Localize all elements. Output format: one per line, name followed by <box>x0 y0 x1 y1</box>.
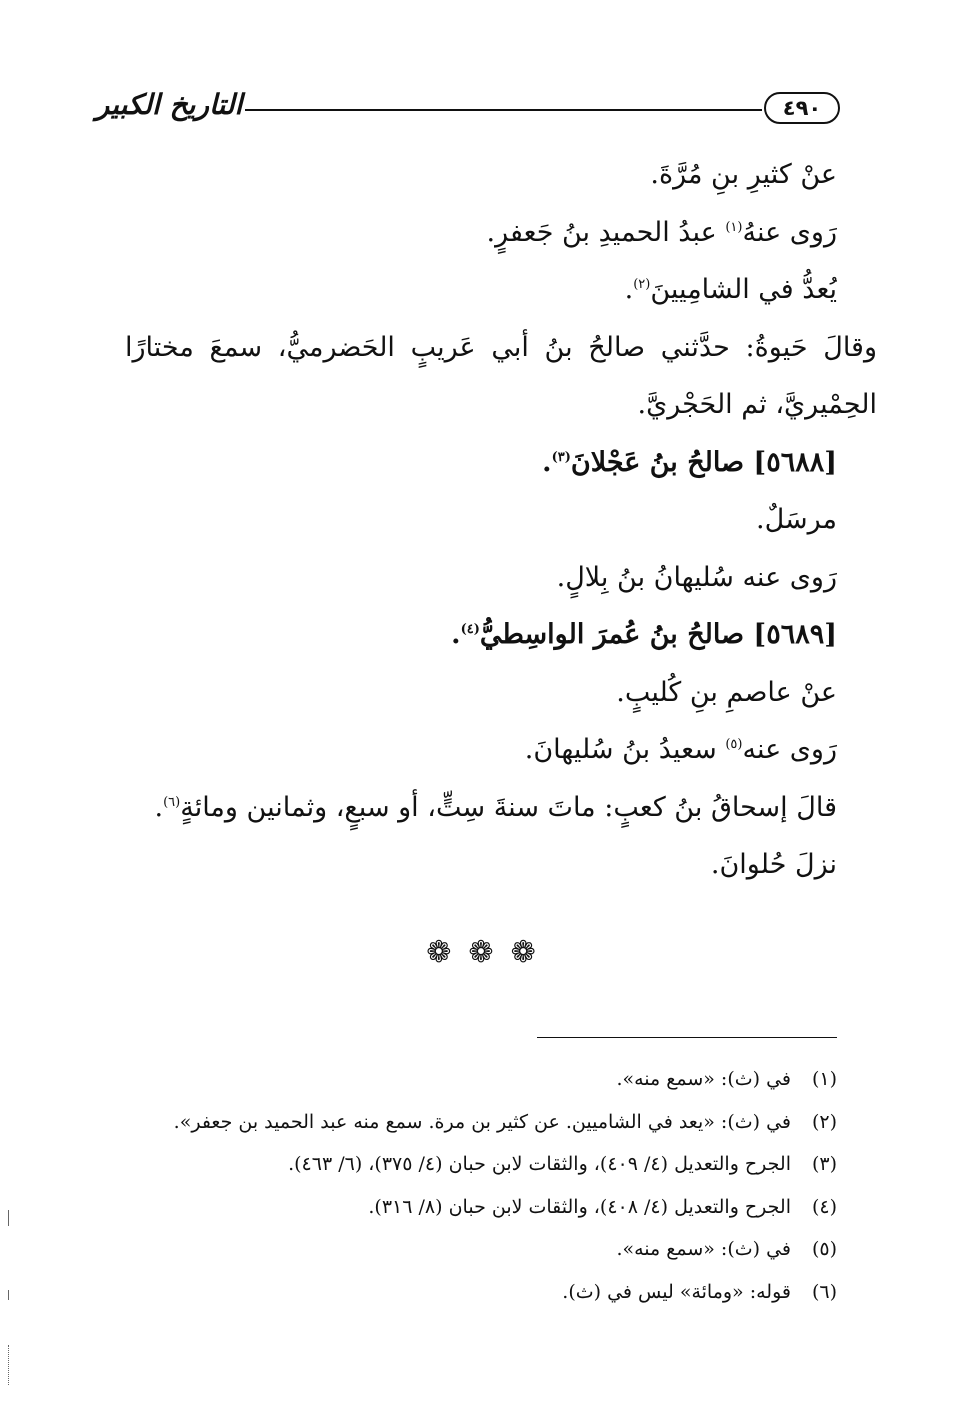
footnote-ref: (١) <box>725 219 743 235</box>
footnote-number: (٦) <box>811 1280 837 1303</box>
section-ornament <box>0 935 962 970</box>
footnote-ref: (٣) <box>551 449 571 465</box>
footnote-ref: (٦) <box>163 794 181 810</box>
text-line: نزلَ حُلوانَ. <box>710 849 837 880</box>
text-line: قالَ إسحاقُ بنُ كعبٍ: ماتَ سنةَ سِتٍّ، أو سبعٍ، وثمانين ومائةٍ$^{(٦)}$. <box>154 791 837 823</box>
footnote <box>95 1271 837 1314</box>
footnote-text: قوله: «ومائة» ليس في (ث). <box>562 1280 791 1303</box>
text-line: رَوى عنه سُليهانُ بنُ بِلالٍ. <box>556 561 837 593</box>
body-text <box>125 146 877 894</box>
text-line: عنْ عاصمِ بنِ كُليبٍ. <box>616 676 837 708</box>
footnote-number: (٥) <box>811 1238 837 1260</box>
flower-ornament-icon: ❁ <box>426 935 452 970</box>
flower-ornament-icon: ❁ <box>468 935 494 970</box>
footnote-text: الجرح والتعديل (٤/ ٤٠٩)، والثقات لابن حبان (٤/ ٣٧٥)، (٦/ ٤٦٣). <box>288 1153 791 1175</box>
text-line: الحِمْيريَّ، ثم الحَجْريَّ. <box>637 389 877 420</box>
footnote-ref: (٢) <box>633 277 651 292</box>
page-header <box>95 88 840 132</box>
footnote-ref: (٥) <box>725 737 743 752</box>
entry-heading: [٥٦٨٩] صالحُ بنُ عُمرَ الواسِطيُّ$^{(٤)}$. <box>451 619 837 650</box>
footnote-number: (١) <box>811 1068 837 1090</box>
page-number: ٤٩٠ <box>764 92 840 124</box>
text-line: رَوى عنهُ$^{(١)}$ عبدُ الحميدِ بنُ جَعفرٍ. <box>486 216 837 248</box>
footnote-text: الجرح والتعديل (٤/ ٤٠٨)، والثقات لابن حبان (٨/ ٣١٦). <box>368 1195 791 1218</box>
footnote <box>95 1186 837 1229</box>
text-line: عنْ كثيرِ بنِ مُرَّةَ. <box>650 159 837 190</box>
footnote-number: (٢) <box>811 1110 837 1133</box>
text-line: رَوى عنه$^{(٥)}$ سعيدُ بنُ سُليهانَ. <box>524 734 837 765</box>
scan-margin-mark <box>8 1210 9 1226</box>
footnote-ref: (٤) <box>460 622 480 637</box>
flower-ornament-icon: ❁ <box>510 935 536 970</box>
header-rule <box>245 109 762 111</box>
book-title: التاريخ الكبير <box>95 88 243 121</box>
text-line: وقالَ حَيوةُ: حدَّثني صالحُ بنُ أبي عَريبٍ الحَضرميُّ، سمعَ مختارًا <box>125 331 877 363</box>
footnote-text: في (ث): «يعد في الشاميين. عن كثير بن مرة. سمع منه عبد الحميد بن جعفر». <box>173 1110 791 1133</box>
text-line: يُعدُّ في الشامِيينَ$^{(٢)}$. <box>624 274 837 305</box>
footnote-number: (٤) <box>811 1195 837 1218</box>
footnote <box>95 1101 837 1144</box>
scan-margin-mark <box>8 1345 9 1385</box>
scan-margin-mark <box>8 1290 9 1300</box>
footnote-separator <box>537 1037 837 1038</box>
footnote <box>95 1143 837 1186</box>
entry-heading: [٥٦٨٨] صالحُ بنُ عَجْلانَ$^{(٣)}$. <box>542 446 837 478</box>
footnote <box>95 1228 837 1271</box>
footnote-number: (٣) <box>811 1153 837 1175</box>
footnote-text: في (ث): «سمع منه». <box>616 1068 791 1090</box>
footnote-text: في (ث): «سمع منه». <box>616 1238 791 1260</box>
footnote <box>95 1058 837 1101</box>
text-line: مرسَلٌ. <box>755 504 837 535</box>
footnotes <box>95 1058 837 1313</box>
